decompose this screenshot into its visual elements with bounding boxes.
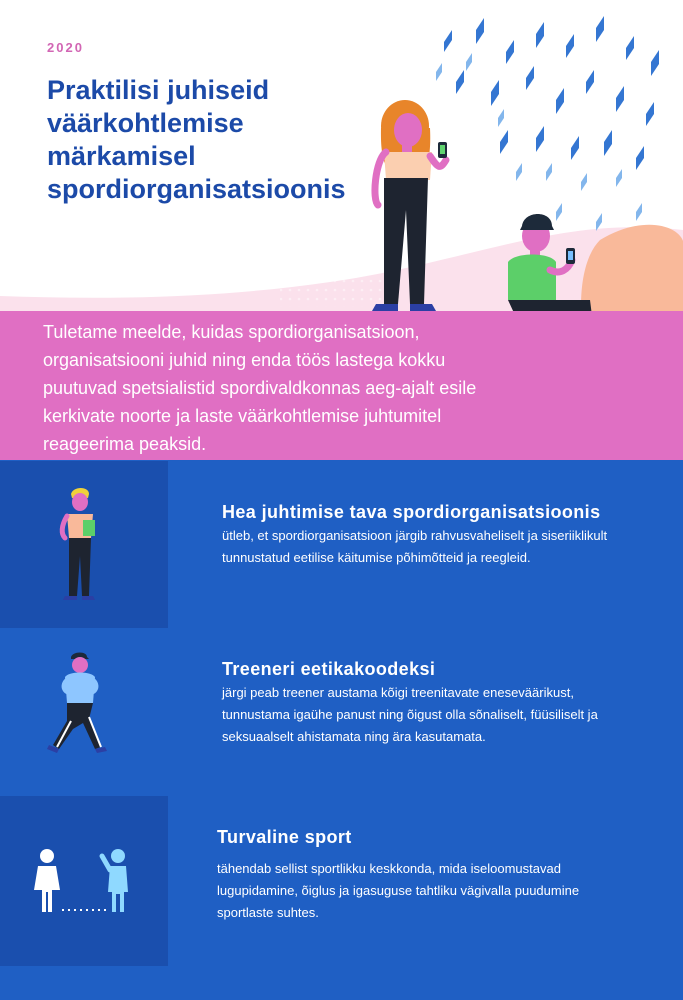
section-safe-sport — [217, 824, 637, 924]
person-with-folder-illustration — [55, 486, 105, 606]
coach-walking-illustration — [45, 651, 115, 761]
page-title: Praktilisi juhiseid väärkohtlemise märkamisel spordiorganisatsioonis — [47, 75, 346, 204]
section-title: Turvaline sport — [217, 827, 352, 847]
intro-text: Tuletame meelde, kuidas spordiorganisatsioon, organisatsiooni juhid ning enda töös lastega kokku puutuvad spetsialistid spordivaldkonnas aeg-ajalt esile kerkivate noorte ja laste väärkohtlemise juhtumitel reageerima peaksid. — [43, 322, 477, 454]
section-body: järgi peab treener austama kõigi treenitavate eneseväärikust, tunnustama igaühe panust ning õigust olla sõnaliselt, füüsiliselt ja seksuaalselt ahistamata ning ära kasutamata. — [222, 685, 598, 744]
section-title: Treeneri eetikakoodeksi — [222, 659, 436, 679]
hero-section — [0, 0, 683, 460]
section-good-governance — [222, 499, 622, 569]
section-body: ütleb, et spordiorganisatsioon järgib rahvusvaheliselt ja siseriiklikult tunnustatud eetilise käitumise põhimõtteid ja reegleid. — [222, 528, 608, 565]
section-coach-ethics — [222, 656, 642, 748]
section-body: tähendab sellist sportlikku keskkonda, mida iseloomustavad lugupidamine, õiglus ja igasuguse tahtliku vägivalla puudumine sportlaste suhtes. — [217, 861, 580, 920]
year-label: 2020 — [47, 40, 84, 55]
section-title: Hea juhtimise tava spordiorganisatsioonis — [222, 502, 601, 522]
two-people-distance-icon — [30, 846, 140, 916]
content-section — [0, 461, 683, 1000]
